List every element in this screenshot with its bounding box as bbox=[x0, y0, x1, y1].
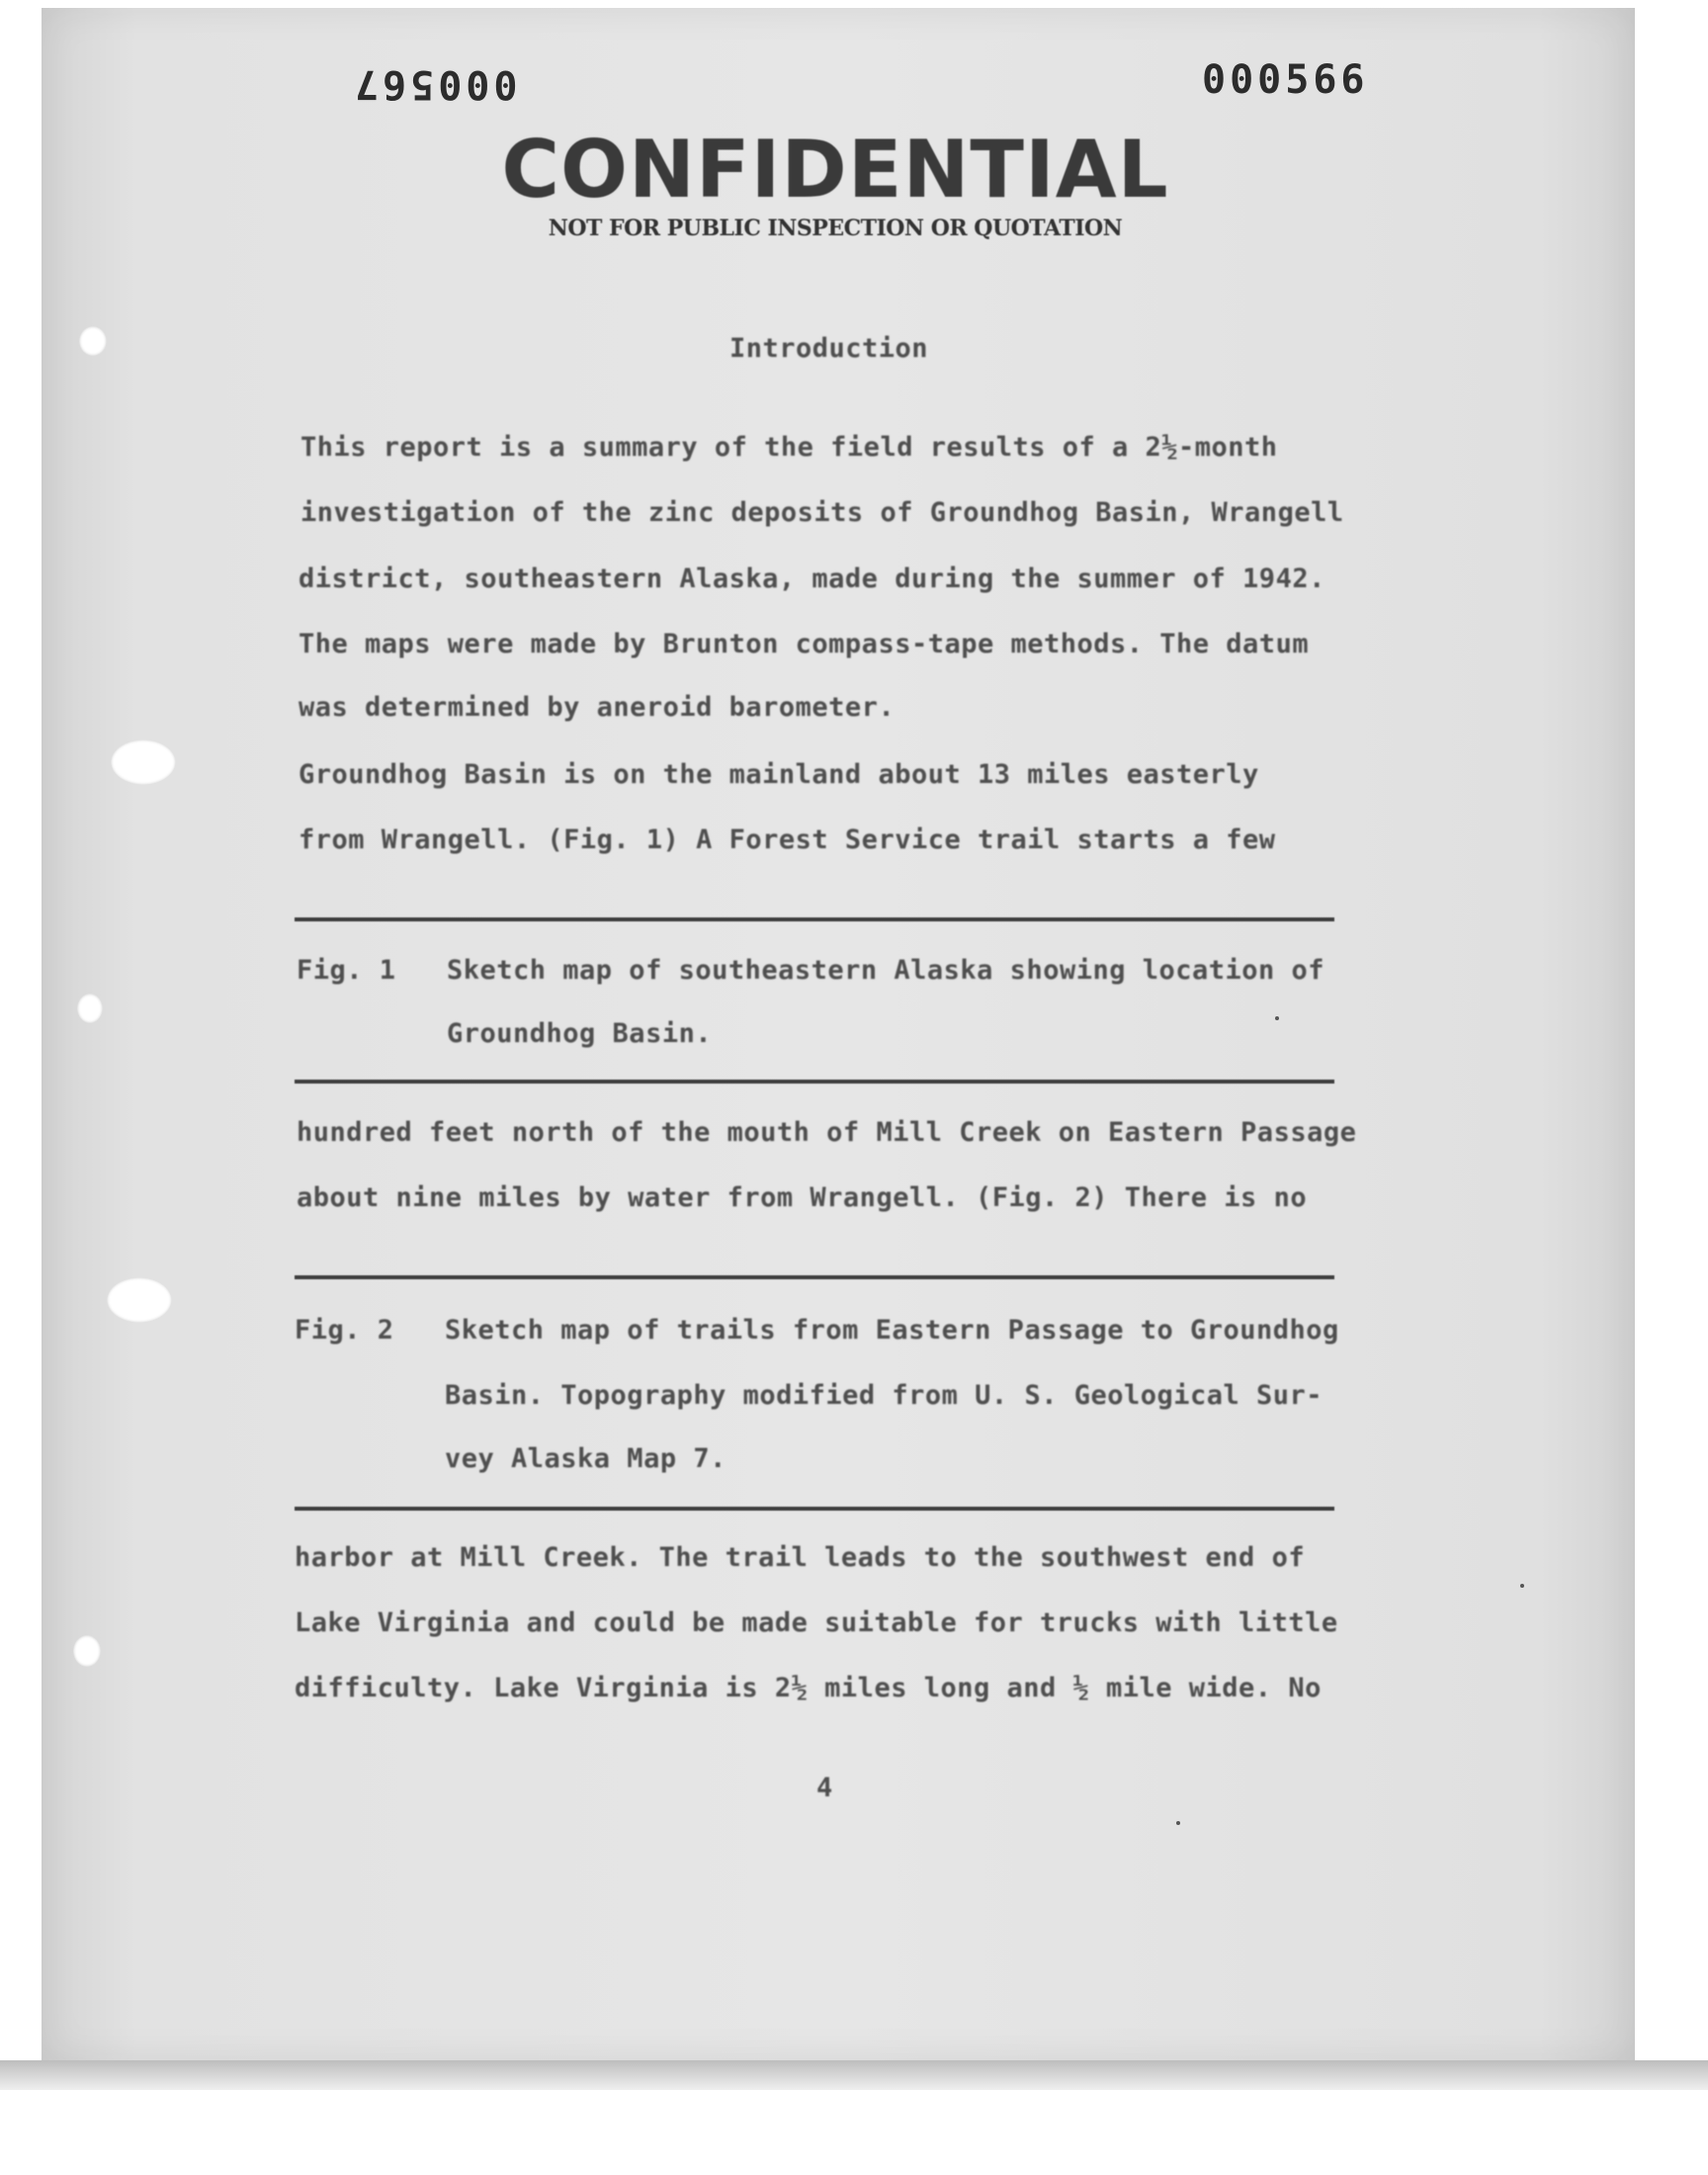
bates-number: 000566 bbox=[1202, 57, 1369, 103]
figure-rule bbox=[295, 1080, 1334, 1084]
figure-2-caption-line: Basin. Topography modified from U. S. Geological Sur- bbox=[445, 1380, 1324, 1411]
punch-hole bbox=[77, 994, 103, 1023]
scan-edge-strip bbox=[0, 2060, 1708, 2090]
body-line: difficulty. Lake Virginia is 2½ miles long and ½ mile wide. No bbox=[295, 1673, 1322, 1703]
scan-speck bbox=[1275, 1016, 1279, 1020]
confidential-stamp-subtitle: NOT FOR PUBLIC INSPECTION OR QUOTATION bbox=[548, 216, 1123, 241]
figure-2-caption-line: vey Alaska Map 7. bbox=[445, 1443, 726, 1474]
figure-2-caption-line: Sketch map of trails from Eastern Passage to Groundhog bbox=[445, 1315, 1339, 1346]
section-heading: Introduction bbox=[729, 333, 929, 364]
body-line: The maps were made by Brunton compass-tape methods. The datum bbox=[299, 629, 1310, 659]
body-line: was determined by aneroid barometer. bbox=[299, 692, 896, 723]
punch-hole bbox=[79, 326, 107, 356]
punch-hole bbox=[73, 1635, 101, 1667]
scan-speck bbox=[1520, 1584, 1524, 1588]
confidential-stamp: CONFIDENTIAL bbox=[501, 124, 1169, 216]
punch-hole bbox=[107, 1277, 172, 1323]
body-line: harbor at Mill Creek. The trail leads to the southwest end of bbox=[295, 1542, 1306, 1573]
figure-2-label: Fig. 2 bbox=[295, 1315, 394, 1346]
scan-speck bbox=[1176, 1821, 1180, 1825]
figure-1-label: Fig. 1 bbox=[297, 955, 396, 986]
figure-rule bbox=[295, 917, 1334, 921]
figure-1-caption-line: Groundhog Basin. bbox=[447, 1018, 713, 1049]
body-line: hundred feet north of the mouth of Mill Creek on Eastern Passage bbox=[297, 1117, 1357, 1148]
body-line: about nine miles by water from Wrangell. (Fig. 2) There is no bbox=[297, 1182, 1308, 1213]
punch-hole bbox=[111, 740, 176, 785]
figure-rule bbox=[295, 1507, 1334, 1511]
body-line: from Wrangell. (Fig. 1) A Forest Service trail starts a few bbox=[299, 825, 1276, 855]
body-line: Groundhog Basin is on the mainland about 13 miles easterly bbox=[299, 759, 1259, 790]
document-page bbox=[42, 8, 1635, 2060]
figure-1-caption-line: Sketch map of southeastern Alaska showing location of bbox=[447, 955, 1325, 986]
body-line: investigation of the zinc deposits of Groundhog Basin, Wrangell bbox=[300, 497, 1344, 528]
bates-number-inverted: 000567 bbox=[351, 61, 518, 107]
body-line: district, southeastern Alaska, made during the summer of 1942. bbox=[299, 564, 1325, 594]
page-number: 4 bbox=[816, 1773, 833, 1803]
figure-rule bbox=[295, 1275, 1334, 1279]
body-line: This report is a summary of the field results of a 2½-month bbox=[300, 432, 1278, 463]
body-line: Lake Virginia and could be made suitable for trucks with little bbox=[295, 1608, 1338, 1638]
